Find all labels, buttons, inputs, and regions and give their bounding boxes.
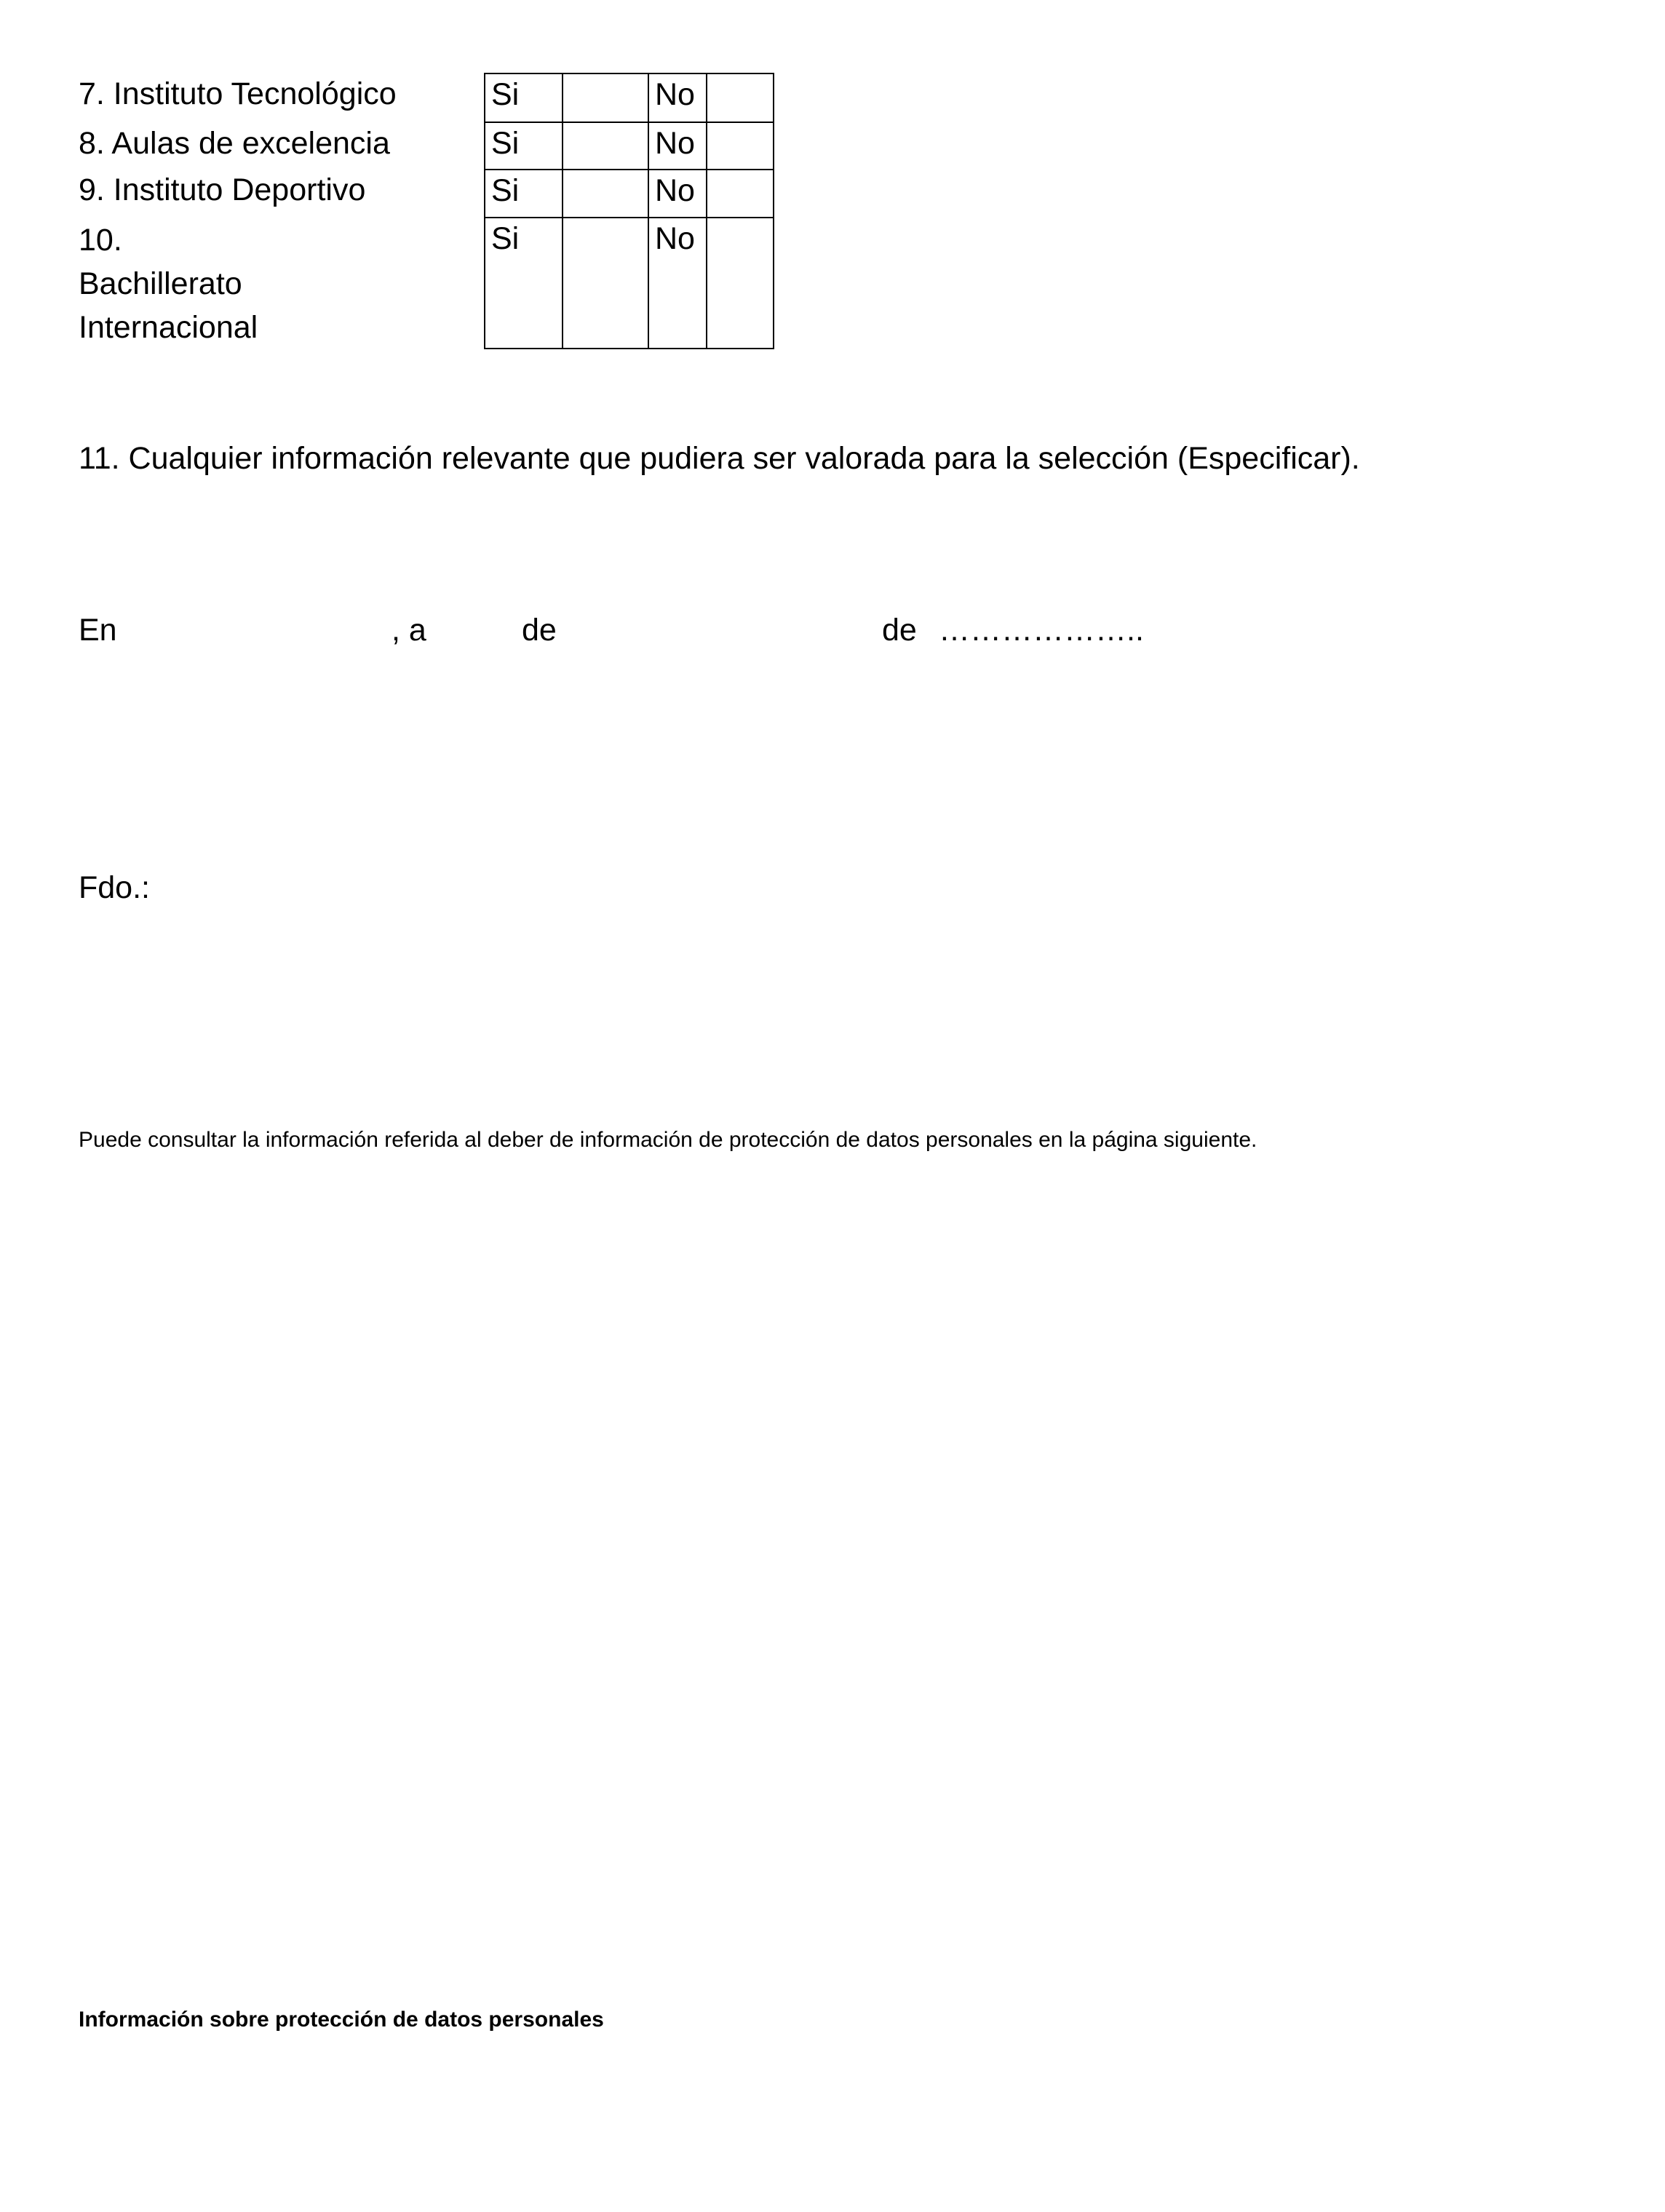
options-row-7 bbox=[485, 73, 774, 122]
question-10-line2: Bachillerato bbox=[79, 266, 242, 301]
options-row-8 bbox=[485, 122, 774, 170]
options-row-9 bbox=[485, 170, 774, 218]
question-8-label: 8. Aulas de excelencia bbox=[79, 126, 390, 161]
no-checkbox-10[interactable] bbox=[707, 218, 774, 349]
date-de-label-2: de bbox=[882, 613, 917, 648]
yes-checkbox-10[interactable] bbox=[563, 218, 648, 349]
date-de-label-1: de bbox=[522, 613, 557, 648]
date-year-dots: ……………….. bbox=[939, 613, 1144, 648]
question-9-label: 9. Instituto Deportivo bbox=[79, 172, 366, 207]
data-protection-title: Información sobre protección de datos personales bbox=[79, 2008, 604, 2032]
no-checkbox-8[interactable] bbox=[707, 122, 774, 170]
no-label: No bbox=[648, 73, 707, 122]
no-label: No bbox=[648, 170, 707, 218]
place-a-label: , a bbox=[392, 613, 426, 648]
yes-label: Si bbox=[485, 170, 563, 218]
no-label: No bbox=[648, 122, 707, 170]
question-7-label: 7. Instituto Tecnológico bbox=[79, 76, 397, 111]
yes-checkbox-8[interactable] bbox=[563, 122, 648, 170]
no-checkbox-7[interactable] bbox=[707, 73, 774, 122]
question-10-number: 10. bbox=[79, 223, 122, 258]
options-table bbox=[484, 73, 774, 349]
options-row-10 bbox=[485, 218, 774, 349]
question-10-line3: Internacional bbox=[79, 310, 258, 345]
no-checkbox-9[interactable] bbox=[707, 170, 774, 218]
yes-checkbox-9[interactable] bbox=[563, 170, 648, 218]
no-label: No bbox=[648, 218, 707, 349]
yes-checkbox-7[interactable] bbox=[563, 73, 648, 122]
yes-label: Si bbox=[485, 218, 563, 349]
question-11-text: 11. Cualquier información relevante que pudiera ser valorada para la selección (Especificar). bbox=[79, 441, 1360, 476]
place-en-label: En bbox=[79, 613, 117, 648]
signature-label: Fdo.: bbox=[79, 870, 150, 905]
yes-label: Si bbox=[485, 73, 563, 122]
data-protection-note: Puede consultar la información referida al deber de información de protección de datos personales en la página siguiente. bbox=[79, 1128, 1257, 1152]
yes-label: Si bbox=[485, 122, 563, 170]
